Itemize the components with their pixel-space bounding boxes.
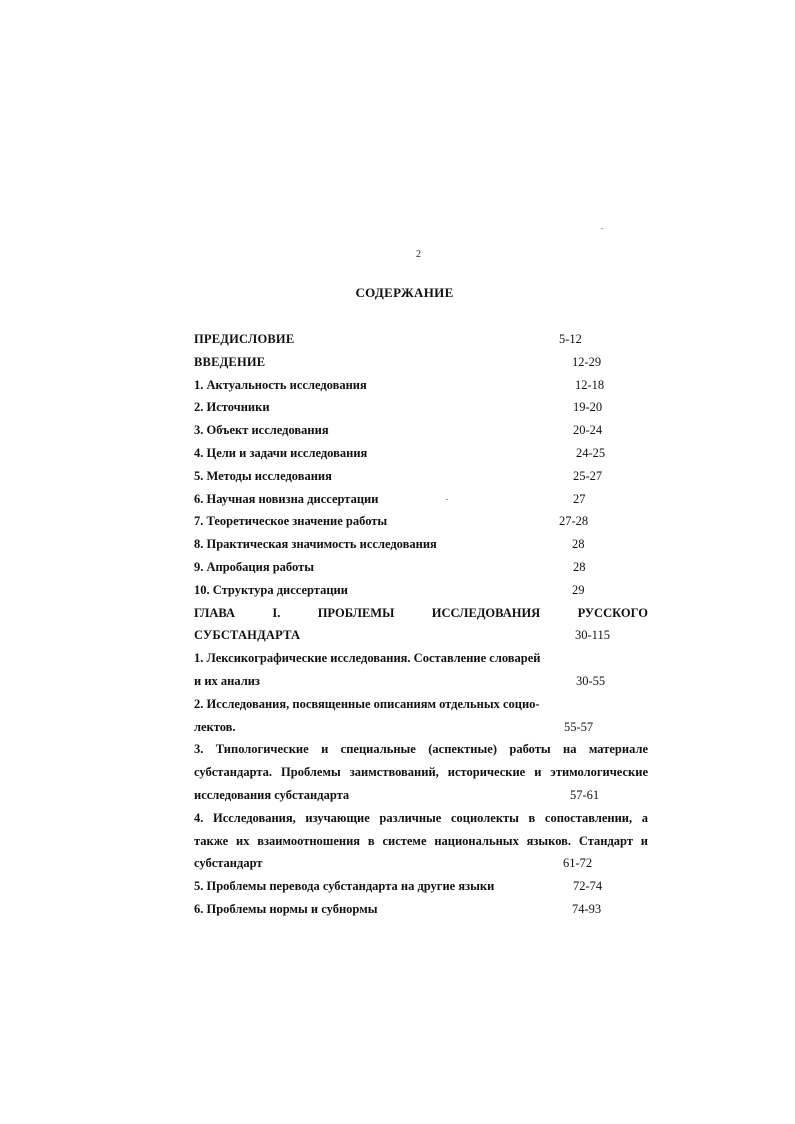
toc-entry-title: 8. Практическая значимость исследования (194, 537, 437, 552)
toc-entry-title: 1. Актуальность исследования (194, 377, 367, 392)
toc-entry[interactable] (194, 875, 648, 898)
toc-entry-cont[interactable] (194, 784, 648, 807)
page-title: СОДЕРЖАНИЕ (355, 285, 454, 300)
toc-entry-cont[interactable] (194, 761, 648, 784)
toc-entry[interactable] (194, 533, 648, 556)
toc-entry-pages: 57-61 (570, 787, 600, 802)
toc-entry[interactable] (194, 374, 648, 397)
toc-entry-title: СУБСТАНДАРТА (194, 628, 301, 643)
toc-entry-preface[interactable] (194, 328, 648, 351)
toc-entry[interactable] (194, 442, 648, 465)
toc-entry-title: субстандарт (194, 856, 263, 871)
chapter-heading-line (194, 602, 648, 625)
toc-entry-title: исследования субстандарта (194, 787, 350, 802)
toc-entry-title: 3. Типологические и специальные (аспектные) работы на материале (194, 742, 648, 757)
toc-entry[interactable] (194, 419, 648, 442)
toc-entry-title: 1. Лексикографические исследования. Составление словарей (194, 651, 541, 666)
toc-entry-title: 10. Структура диссертации (194, 582, 348, 597)
toc-entry[interactable] (194, 396, 648, 419)
toc-entry[interactable] (194, 579, 648, 602)
toc-entry-pages: 55-57 (564, 719, 594, 734)
toc-entry-pages: 19-20 (573, 400, 603, 415)
toc-chapter-heading[interactable] (194, 602, 648, 625)
toc-entry-pages: 25-27 (573, 468, 603, 483)
toc-entry-pages: 12-18 (575, 377, 605, 392)
toc-entry-pages: 28 (573, 559, 586, 574)
toc-entry-title: лектов. (194, 719, 236, 734)
toc-entry[interactable] (194, 510, 648, 533)
toc-entry[interactable] (194, 738, 648, 761)
toc-entry-cont[interactable] (194, 716, 648, 739)
toc-entry-pages: 30-55 (576, 673, 606, 688)
toc-entry[interactable] (194, 693, 648, 716)
chapter-word: ГЛАВА (194, 605, 235, 620)
toc-entry-title: также их взаимоотношения в системе национальных языков. Стандарт и (194, 833, 648, 848)
table-of-contents (194, 328, 648, 921)
toc-entry-title: ПРЕДИСЛОВИЕ (194, 332, 295, 346)
toc-entry-title: 4. Цели и задачи исследования (194, 445, 368, 460)
toc-entry-pages: 5-12 (559, 332, 582, 346)
toc-entry-title: 3. Объект исследования (194, 423, 329, 438)
toc-entry[interactable] (194, 647, 648, 670)
toc-entry-title: 9. Апробация работы (194, 559, 314, 574)
toc-entry-pages: 12-29 (572, 354, 602, 369)
toc-entry-pages: 72-74 (573, 879, 603, 894)
chapter-word: ИССЛЕДОВАНИЯ (431, 605, 541, 620)
toc-entry-title: 5. Методы исследования (194, 468, 332, 483)
toc-entry-title: 2. Источники (194, 400, 270, 415)
toc-entry-title: 6. Проблемы нормы и субнормы (194, 901, 378, 916)
toc-entry-cont[interactable] (194, 830, 648, 853)
page-number: 2 (416, 249, 421, 260)
toc-entry-title: 2. Исследования, посвященные описаниям отдельных социо- (194, 696, 540, 711)
toc-entry-pages: 30-115 (575, 628, 610, 643)
toc-entry[interactable] (194, 807, 648, 830)
toc-entry-pages: 27-28 (559, 514, 589, 529)
toc-entry[interactable] (194, 488, 648, 511)
toc-entry-title: и их анализ (194, 673, 260, 688)
toc-entry-cont[interactable] (194, 852, 648, 875)
toc-entry-title: 6. Научная новизна диссертации (194, 491, 379, 506)
chapter-word: I. (272, 605, 281, 620)
toc-entry[interactable] (194, 898, 648, 921)
toc-entry-pages: 28 (572, 537, 585, 552)
toc-entry-pages: 61-72 (563, 856, 593, 871)
toc-entry-title: субстандарта. Проблемы заимствований, исторические и этимологические (194, 765, 648, 780)
toc-entry-intro[interactable] (194, 351, 648, 374)
toc-entry-title: 4. Исследования, изучающие различные социолекты в сопоставлении, а (194, 810, 648, 825)
toc-entry-title: ВВЕДЕНИЕ (194, 354, 266, 369)
toc-entry-pages: 20-24 (573, 423, 603, 438)
chapter-word: РУССКОГО (577, 605, 648, 620)
toc-entry-title: 5. Проблемы перевода субстандарта на другие языки (194, 879, 495, 894)
scan-speck (601, 228, 603, 229)
toc-entry-pages: 24-25 (576, 445, 606, 460)
toc-entry[interactable] (194, 465, 648, 488)
toc-chapter-heading-cont[interactable] (194, 624, 648, 647)
toc-entry-pages: 29 (572, 582, 585, 597)
toc-entry-pages: 27 (573, 491, 586, 506)
toc-entry[interactable] (194, 556, 648, 579)
toc-entry-pages: 74-93 (572, 901, 602, 916)
toc-entry-title: 7. Теоретическое значение работы (194, 514, 388, 529)
chapter-word: ПРОБЛЕМЫ (317, 605, 395, 620)
toc-entry-cont[interactable] (194, 670, 648, 693)
